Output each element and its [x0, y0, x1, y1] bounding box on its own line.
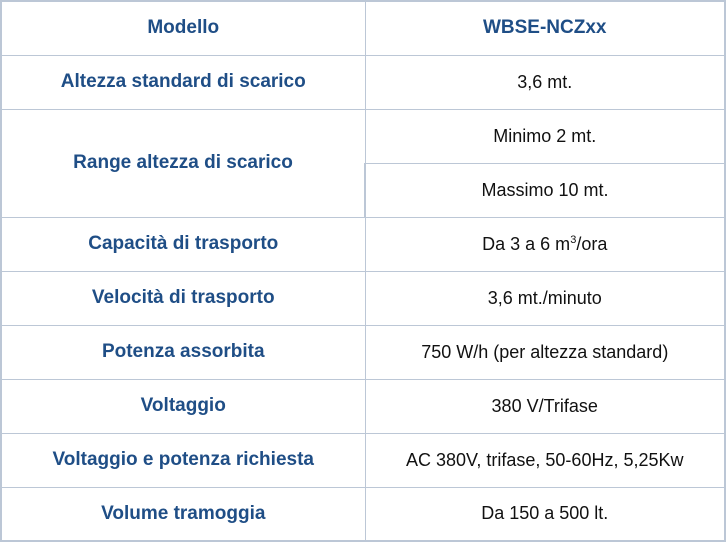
value-suffix: /ora — [576, 233, 608, 254]
row-value-max: Massimo 10 mt. — [365, 163, 725, 217]
table-row — [1, 379, 725, 433]
table-row — [1, 109, 725, 163]
row-value — [365, 217, 725, 271]
row-value: AC 380V, trifase, 50-60Hz, 5,25Kw — [365, 433, 725, 487]
value-prefix: Da 3 a 6 m — [482, 233, 571, 254]
value-superscript: 3 — [570, 233, 577, 246]
table-row — [1, 487, 725, 541]
header-value: WBSE-NCZxx — [365, 1, 725, 55]
row-value: 380 V/Trifase — [365, 379, 725, 433]
row-value: 3,6 mt./minuto — [365, 271, 725, 325]
row-label: Volume tramoggia — [1, 487, 365, 541]
row-label: Altezza standard di scarico — [1, 55, 365, 109]
row-value-min: Minimo 2 mt. — [365, 109, 725, 163]
table-row — [1, 433, 725, 487]
row-label: Capacità di trasporto — [1, 217, 365, 271]
header-label: Modello — [1, 1, 365, 55]
row-label: Potenza assorbita — [1, 325, 365, 379]
row-value: 750 W/h (per altezza standard) — [365, 325, 725, 379]
row-label: Voltaggio — [1, 379, 365, 433]
row-label: Range altezza di scarico — [1, 109, 365, 217]
table-row — [1, 55, 725, 109]
row-value: 3,6 mt. — [365, 55, 725, 109]
table-row — [1, 217, 725, 271]
row-value: Da 150 a 500 lt. — [365, 487, 725, 541]
row-label: Velocità di trasporto — [1, 271, 365, 325]
table-row-header — [1, 1, 725, 55]
table-row — [1, 271, 725, 325]
table-row — [1, 325, 725, 379]
row-label: Voltaggio e potenza richiesta — [1, 433, 365, 487]
